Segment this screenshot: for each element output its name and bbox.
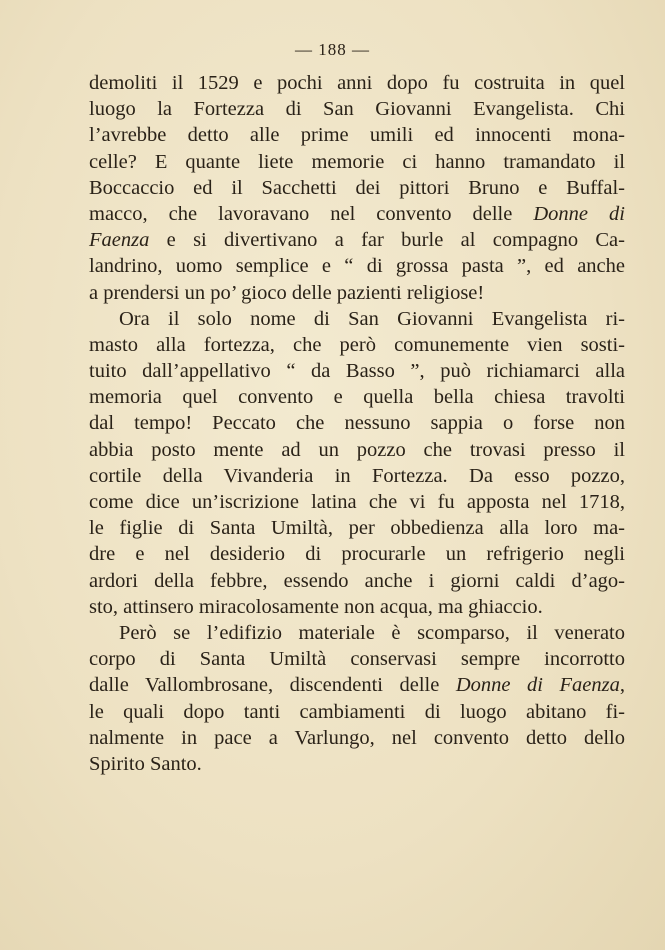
body-text	[89, 70, 625, 777]
text-line: ardori della febbre, essendo anche i giorni caldi d’ago-	[89, 569, 625, 592]
text-line: dre e nel desiderio di procurarle un refrigerio negli	[89, 543, 625, 566]
italic-text: Donne di Faenza	[455, 674, 620, 697]
text-line: dalle Vallombrosane, discendenti delle Donne di Faenza,	[89, 674, 625, 697]
text-line: dal tempo! Peccato che nessuno sappia o forse non	[89, 412, 625, 435]
text-line: tuito dall’appellativo “ da Basso ”, può richiamarci alla	[89, 360, 625, 383]
text-line: abbia posto mente ad un pozzo che trovasi presso il	[89, 438, 625, 461]
paragraph-2	[89, 306, 625, 620]
text-line: Però se l’edifizio materiale è scomparso, il venerato	[119, 621, 625, 644]
text-line: come dice un’iscrizione latina che vi fu apposta nel 1718,	[89, 491, 625, 513]
text-line: landrino, uomo semplice e “ di grossa pasta ”, ed anche	[89, 255, 625, 278]
text-line: Ora il solo nome di San Giovanni Evangelista ri-	[119, 307, 625, 330]
text-line: Boccaccio ed il Sacchetti dei pittori Bruno e Buffal-	[89, 176, 625, 199]
text-line: corpo di Santa Umiltà conservasi sempre incorrotto	[89, 648, 625, 671]
text-line: masto alla fortezza, che però comunemente vien sosti-	[89, 333, 625, 356]
text-line: celle? E quante liete memorie ci hanno tramandato il	[89, 150, 625, 173]
page-number: — 188 —	[295, 40, 370, 59]
text-line: le figlie di Santa Umiltà, per obbedienza alla loro ma-	[89, 517, 625, 540]
text-line: demoliti il 1529 e pochi anni dopo fu costruita in quel	[89, 72, 625, 94]
italic-text: Donne di	[533, 202, 625, 225]
text-line: Spirito Santo.	[89, 752, 202, 775]
text-line: Faenza e si divertivano a far burle al compagno Ca-	[89, 229, 625, 252]
text-line: cortile della Vivanderia in Fortezza. Da esso pozzo,	[89, 464, 625, 487]
text-line: luogo la Fortezza di San Giovanni Evangelista. Chi	[89, 98, 625, 121]
text-line: le quali dopo tanti cambiamenti di luogo abitano fi-	[89, 700, 625, 723]
text-line: memoria quel convento e quella bella chiesa travolti	[89, 386, 625, 409]
text-line: a prendersi un po’ gioco delle pazienti religiose!	[89, 281, 485, 304]
paragraph-1	[89, 70, 625, 306]
text-line: macco, che lavoravano nel convento delle Donne di	[89, 202, 625, 225]
text-line: l’avrebbe detto alle prime umili ed innocenti mona-	[89, 124, 625, 147]
italic-text: Faenza	[89, 229, 150, 252]
paragraph-3	[89, 620, 625, 777]
text-line: nalmente in pace a Varlungo, nel convento detto dello	[89, 726, 625, 749]
text-line: sto, attinsero miracolosamente non acqua, ma ghiaccio.	[89, 595, 543, 618]
